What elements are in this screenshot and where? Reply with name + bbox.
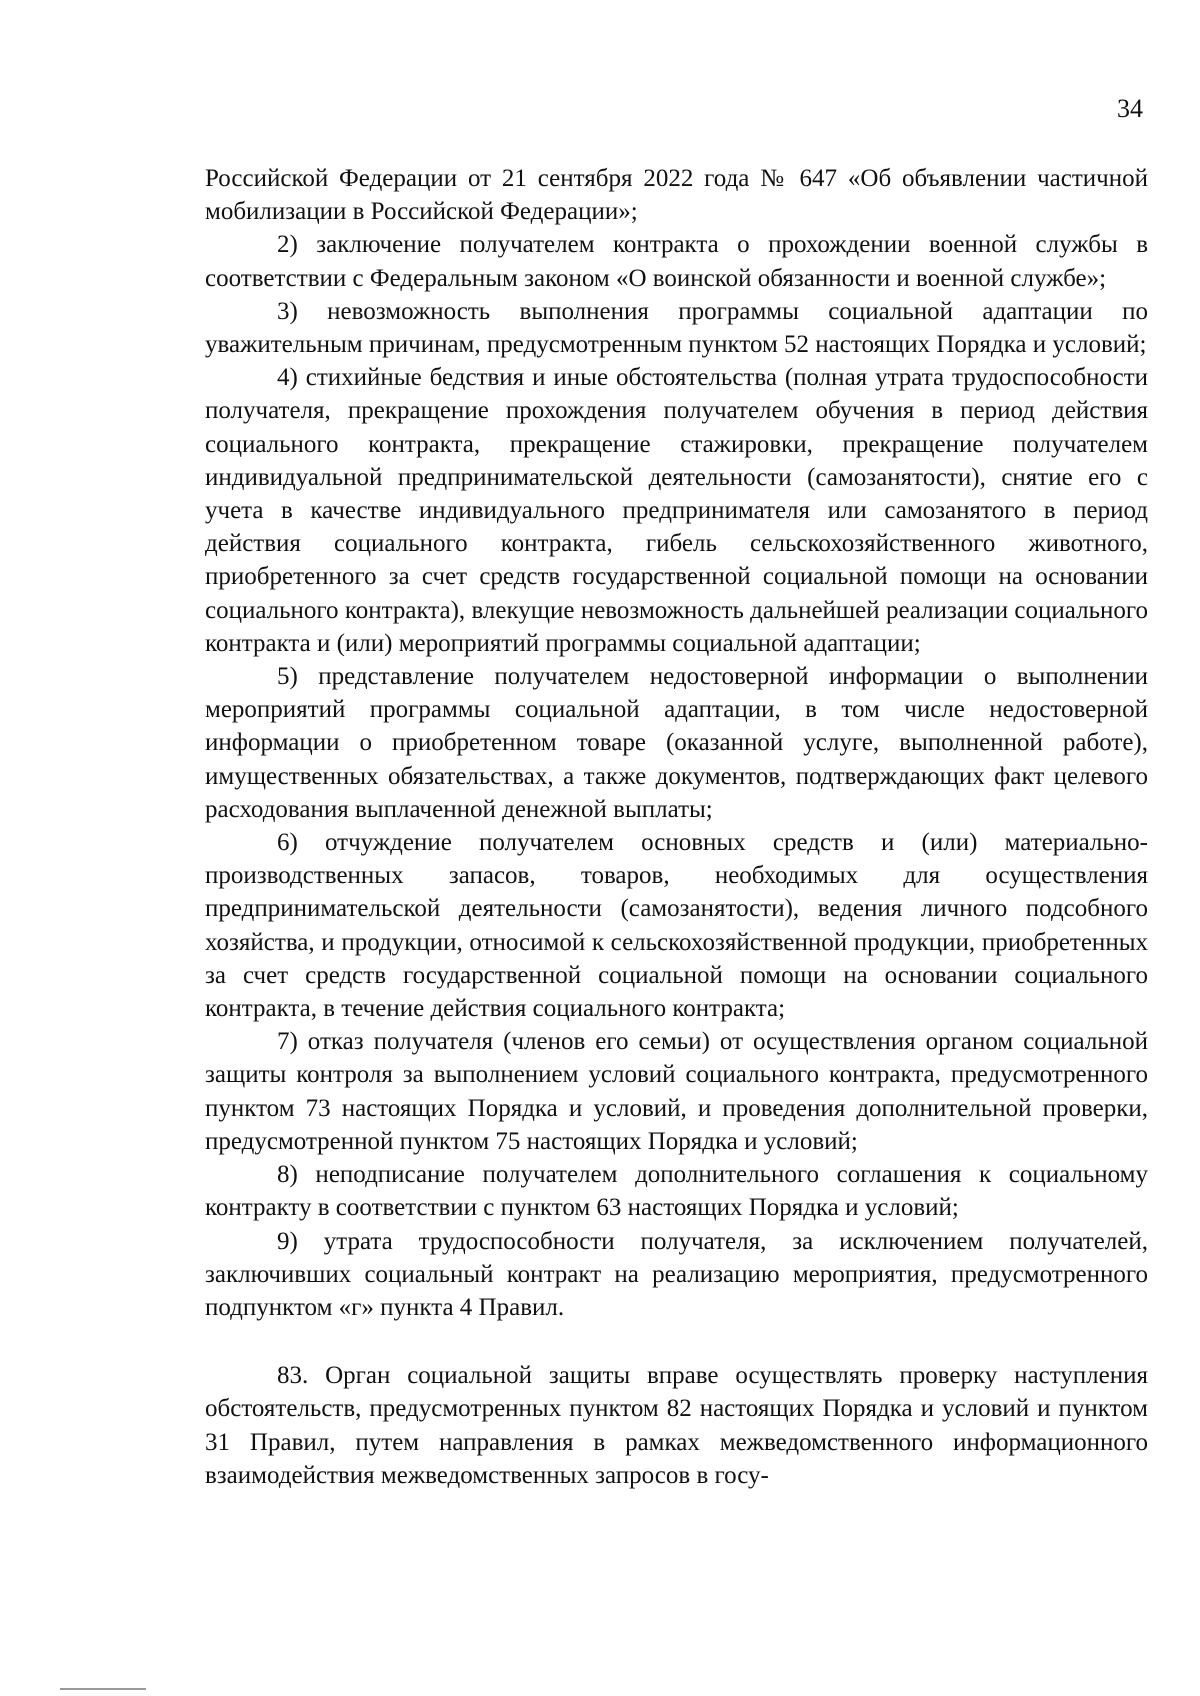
list-item-3: 3) невозможность выполнения программы социальной адаптации по уважительным причинам, предусмотренным пунктом 52 настоящих Порядка и условий;: [205, 297, 1148, 359]
list-item-4: 4) стихийные бедствия и иные обстоятельства (полная утрата трудоспособности получателя, прекращение прохождения получателем обучения в период действия социального контракта, прекращение стажировки, прекращение получателем индивидуальной предпринимательской деятельности (самозанятости), снятие его с учета в качестве индивидуального предпринимателя или самозанятого в период действия социального контракта, гибель сельскохозяйственного животного, приобретенного за счет средств государственной социальной помощи на основании социального контракта), влекущие невозможность дальнейшей реализации социального контракта и (или) мероприятий программы социальной адаптации;: [205, 364, 1148, 657]
paragraph-83: 83. Орган социальной защиты вправе осуществлять проверку наступления обстоятельств, предусмотренных пунктом 82 настоящих Порядка и условий и пунктом 31 Правил, путем направления в рамках межведомственного информационного взаимодействия межведомственных запросов в госу-: [205, 1362, 1148, 1489]
list-item-9: 9) утрата трудоспособности получателя, за исключением получателей, заключивших социальный контракт на реализацию мероприятия, предусмотренного подпунктом «г» пункта 4 Правил.: [205, 1227, 1148, 1321]
list-item-8: 8) неподписание получателем дополнительного соглашения к социальному контракту в соответствии с пунктом 63 настоящих Порядка и условий;: [205, 1161, 1148, 1222]
document-body: [205, 162, 1148, 1492]
scan-artifact-line: [60, 1688, 146, 1690]
paragraph-continuation: Российской Федерации от 21 сентября 2022 года № 647 «Об объявлении частичной мобилизации в Российской Федерации»;: [205, 165, 1148, 226]
list-item-7: 7) отказ получателя (членов его семьи) от осуществления органом социальной защиты контроля за выполнением условий социального контракта, предусмотренного пунктом 73 настоящих Порядка и условий, и проведения дополнительной проверки, предусмотренной пунктом 75 настоящих Порядка и условий;: [205, 1028, 1148, 1155]
list-item-6: 6) отчуждение получателем основных средств и (или) материально-производственных запасов, товаров, необходимых для осуществления предпринимательской деятельности (самозанятости), ведения личного подсобного хозяйства, и продукции, относимой к сельскохозяйственной продукции, приобретенных за счет средств государственной социальной помощи на основании социального контракта, в течение действия социального контракта;: [205, 829, 1148, 1023]
list-item-5: 5) представление получателем недостоверной информации о выполнении мероприятий программы социальной адаптации, в том числе недостоверной информации о приобретенном товаре (оказанной услуге, выполненной работе), имущественных обязательствах, а также документов, подтверждающих факт целевого расходования выплаченной денежной выплаты;: [205, 663, 1148, 823]
page-number: 34: [1117, 94, 1143, 123]
list-item-2: 2) заключение получателем контракта о прохождении военной службы в соответствии с Федеральным законом «О воинской обязанности и военной службе»;: [205, 231, 1148, 292]
